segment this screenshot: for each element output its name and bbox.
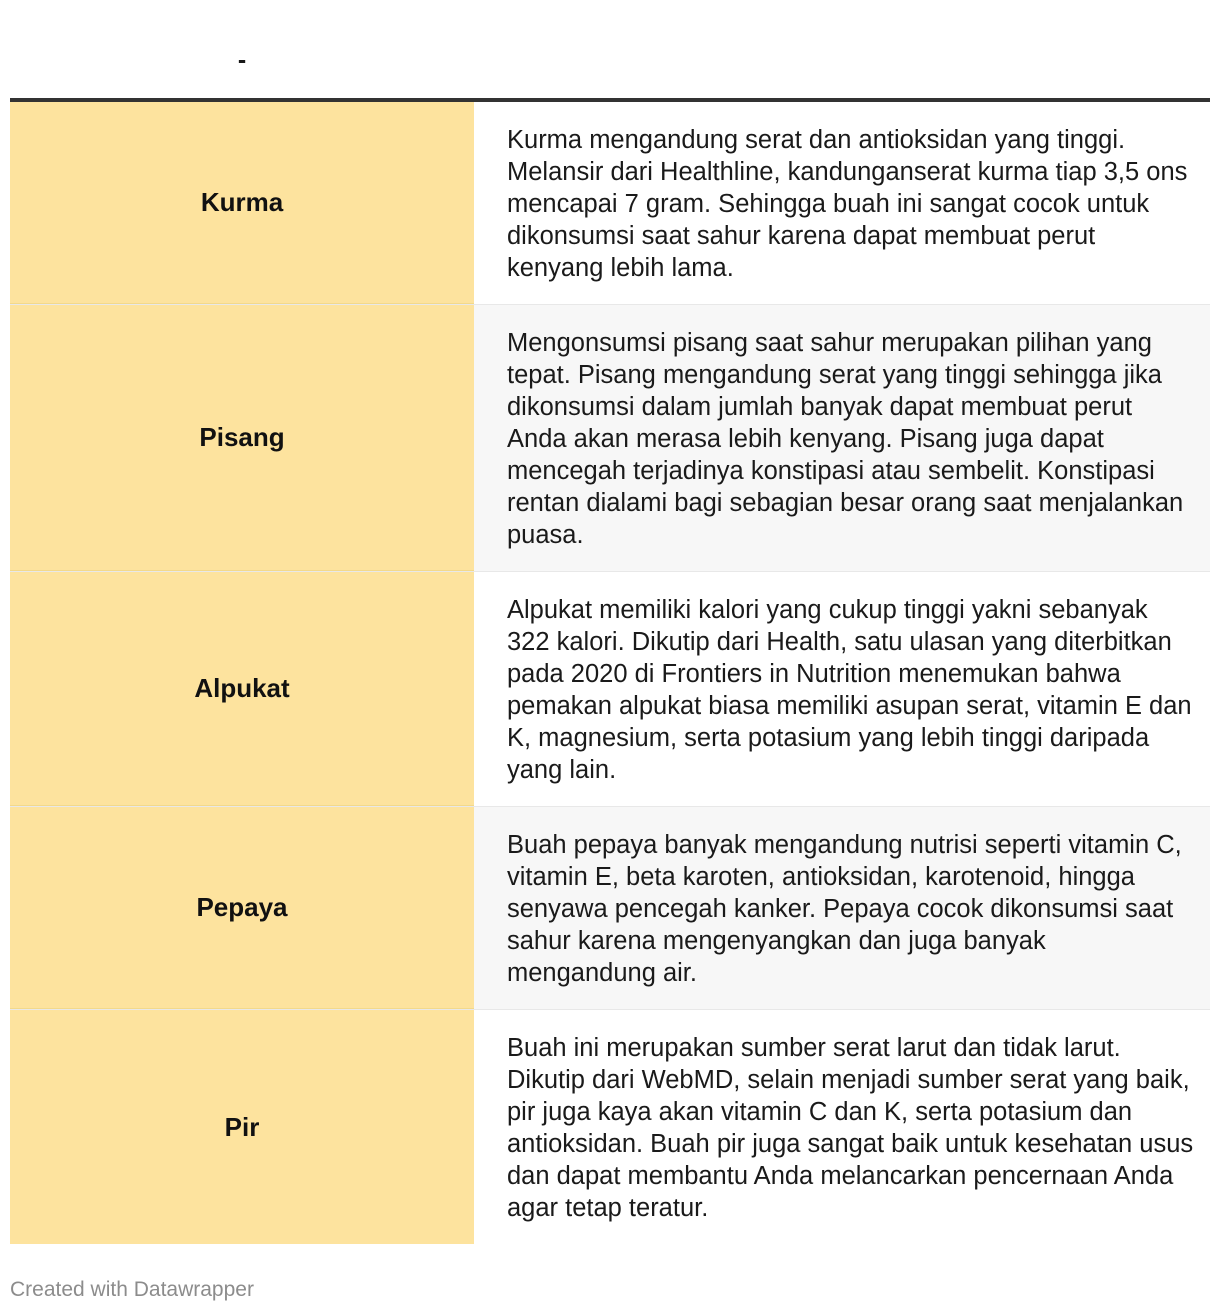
fruit-description: Kurma mengandung serat dan antioksidan yang tinggi. Melansir dari Healthline, kandunganserat kurma tiap 3,5 ons mencapai 7 gram. Sehingga buah ini sangat cocok untuk dikonsumsi saat sahur karena dapat membuat perut kenyang lebih lama. [507,126,1188,282]
fruit-name: Pir [10,1010,474,1244]
fruit-name: Alpukat [10,572,474,806]
fruit-table [10,0,1210,1244]
fruit-name: Kurma [10,102,474,304]
table-header [10,0,1210,102]
table-row [10,305,1210,572]
fruit-description: Alpukat memiliki kalori yang cukup tinggi yakni sebanyak 322 kalori. Dikutip dari Health, satu ulasan yang diterbitkan pada 2020 di Frontiers in Nutrition menemukan bahwa pemakan alpukat biasa memiliki asupan serat, vitamin E dan K, magnesium, serta potasium yang lebih tinggi daripada yang lain. [507,596,1192,784]
fruit-name: Pepaya [10,807,474,1009]
datawrapper-credit: Created with Datawrapper [10,1278,254,1301]
fruit-description: Mengonsumsi pisang saat sahur merupakan pilihan yang tepat. Pisang mengandung serat yang tinggi sehingga jika dikonsumsi dalam jumlah banyak dapat membuat perut Anda akan merasa lebih kenyang. Pisang juga dapat mencegah terjadinya konstipasi atau sembelit. Konstipasi rentan dialami bagi sebagian besar orang saat menjalankan puasa. [474,305,1210,571]
fruit-description: Buah ini merupakan sumber serat larut dan tidak larut. Dikutip dari WebMD, selain menjadi sumber serat yang baik, pir juga kaya akan vitamin C dan K, serta potasium dan antioksidan. Buah pir juga sangat baik untuk kesehatan usus dan dapat membantu Anda melancarkan pencernaan Anda agar tetap teratur. [507,1034,1194,1222]
header-col-fruit[interactable]: - [237,46,247,74]
header-col-description[interactable] [474,0,1210,98]
table-row [10,1010,1210,1244]
fruit-name: Pisang [10,305,474,571]
fruit-description: Buah pepaya banyak mengandung nutrisi seperti vitamin C, vitamin E, beta karoten, antioksidan, karotenoid, hingga senyawa pencegah kanker. Pepaya cocok dikonsumsi saat sahur karena mengenyangkan dan juga banyak mengandung air. [474,807,1210,1009]
table-row [10,102,1210,305]
table-row [10,807,1210,1010]
table-row [10,572,1210,807]
